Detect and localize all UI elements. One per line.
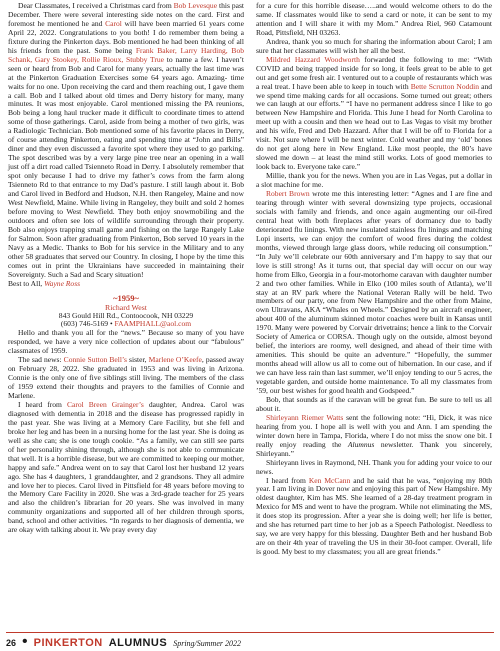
text: forwarded the following to me: “With COVID and being trapped inside for so long, it feels great to be able to get out and get some fresh air. I ventured out to a couple of restaurants which was a real treat. I have been able to keep in touch with xyxy=(256,54,492,91)
name-highlight: Bob Levesque xyxy=(173,1,218,10)
paragraph-cure: for a cure for this horrible disease…..and would welcome others to do the same. If classmates would like to send a card or note, it can be sent to my attention and I will share it with my Mom.” Andrea Riel, 960 Catamount Road, Pittsfield, NH 03263. xyxy=(256,1,492,37)
masthead-alumnus: ALUMNUS xyxy=(108,637,168,649)
signoff-text: Best to All, xyxy=(8,278,43,288)
paragraph-watts xyxy=(256,414,492,459)
paragraph-levesque xyxy=(8,2,244,280)
text: The sad news: xyxy=(18,355,64,365)
name-highlight: Mildred Hazzard Woodworth xyxy=(266,54,360,64)
paragraph-hello: Hello and thank you all for the “news.” Because so many of you have responded, we have a very nice collection of updates about our “fabulous” classmates of 1959. xyxy=(8,328,244,356)
name-highlight: Frank Baker, Larry Harding, Bob Schank, Gary Stookey, Rollie Rioux, Stubby True xyxy=(8,45,244,64)
class-year-heading: ~1959~ xyxy=(113,292,139,303)
text: to name a few. I haven’t seen or heard from Bob and Carol for many years, actually the last time was at the Pinkerton Graduation Exercises some 64 years ago. Amazing- time waits for no one. Upon receiving the card and them reaching out, I gave them a call. Bob and I talked about old times and Derry history for many, many minutes. It was most enjoyable. Carol mentioned missing the PA reunions, Bob being a long haul trucker made it difficult to coordinate times to attend some of those gatherings. Carol, aside from being a mother of two girls, was a Radiologic Technician. Bob mentioned some of his favorite places in Derry, of course attending Pinkerton, eating and spending time at “John and Bills” diner and they even discussed a favorite spot where they used to go parking. The spot described was by a very large pine tree near an opening in a wall just off a dirt road called Tsienneto Road in Derry. I absolutely remember that spot only because I had to drive my father’s cows from the farm along Tsienneto Rd to that entrance to my Dad’s pasture. I still laugh about it. Bob and Carol lived in Bedford and Hudson, N.H. then Rangeley, Maine and now West Newfield, Maine. While living in Rangeley, they built and sold 2 homes before moving to West Newfield. They both enjoy snowmobiling and the outdoors and often see lots of wildlife surrounding through their property. Bob also enjoys trapping small game and fishing on the large Rangely Lake for Salmon. Soon after graduating from Pinkerton, Bob served 10 years in the Navy as a Medic. Thanks to Bob for his service in the Military and to any other 58 graduates that served our Country. In closing, I hope by the time this comes out in print the Ukrainians have succeeded in maintaining their Sovereignty. Such a Sad and Scary situation! xyxy=(8,54,244,279)
right-column xyxy=(256,2,492,557)
left-column xyxy=(8,2,244,535)
name-highlight: Connie Sutton Bell’s xyxy=(63,355,127,365)
separator: • xyxy=(22,633,28,650)
name-highlight: Carol Breen Grainger’s xyxy=(66,399,144,409)
text: sent the following note: “Hi, Dick, it was nice hearing from you. I hope all is well with you and Ann. I am spending the winter down here in Tampa, Florida, where I do not miss the snow one bit. I really enjoy reading the xyxy=(256,412,493,449)
paragraph-caravan: Bob, that sounds as if the caravan will be great fun. Be sure to tell us all about it. xyxy=(256,394,492,413)
signoff xyxy=(8,280,244,289)
signoff-name: Wayne Ross xyxy=(44,278,81,288)
text: sister, xyxy=(126,355,149,365)
newsletter-page xyxy=(8,2,492,630)
text: I heard from xyxy=(266,475,309,485)
paragraph-sad-news xyxy=(8,356,244,401)
text: will have been married 61 years come April 22, 2022. Congratulations to you both! I do remember them being a fixture during the Pinkerton days. Bob mentioned he had been thinking of all his friends from the past. Some being xyxy=(8,18,244,55)
masthead-pinkerton: PINKERTON xyxy=(33,637,103,649)
text: daughter, Andrea. Carol was diagnosed with dementia in 2018 and the disease has progressed rapidly in the past year. She was living at a Memory Care Facility, but she fell and broke her leg and has been in a nursing home for the last year. She is doing as well as she can; she is one tough cookie. “As a family, we can still see parts of her personality shining through, although she is not able to communicate that well. It is a horrible disease, but we are committed to keeping our mother, happy and safe.” Andrea went on to say that Carol lost her husband 12 years ago. She has 4 daughters, 1 granddaughter, and 2 grandsons. They all admire and love her to pieces. Carol lived in Pittsfield for 48 years before moving to the Memory Care Facility in 2020. She was a 3rd-grade teacher for 25 years and also the children’s librarian for 20 years. She was involved in many community organizations and supported all of her children through sports, band, school and other activities. “In regards to her diagnosis of dementia, we are okay with talking about it. We pray every day xyxy=(8,399,245,535)
text: and he said that he was, “enjoying my 80th year. I am living in Dover now and enjoying this part of New Hampshire. My oldest daughter, Kim has MS. She learned of a 28-day treatment program in Mexico for MS and went to have the program. While not eliminating the MS, it does stop its progression. After a year she is doing well; her life is better, and she has returned part time to her job as a Speech Pathologist. Needless to say, we are very happy for this blessing. Daughter Beth and her husband Bob are on their 4th year of traveling the US in their 30-foot camper. Overall, life is good. My best to my classmates; you all are great friends.” xyxy=(256,475,493,557)
name-highlight: Robert Brown xyxy=(266,189,310,199)
paragraph-millie: Millie, thank you for the news. When you are in Las Vegas, put a dollar in a slot machine for me. xyxy=(256,171,492,190)
text: this past December. There were several interesting side notes on the card. First and foremost he mentioned he and xyxy=(8,1,244,28)
phone: (603) 746-5169 • xyxy=(60,319,115,329)
page-footer xyxy=(6,632,494,648)
correspondent-name: Richard West xyxy=(105,302,147,312)
page-number: 26 xyxy=(6,638,17,648)
paragraph-mccann xyxy=(256,477,492,558)
paragraph-andrea-thanks: Andrea, thank you so much for sharing the information about Carol; I am sure that her classmates will wish her all the best. xyxy=(256,36,492,55)
name-highlight: Ken McCann xyxy=(308,475,351,485)
text: wrote me this interesting letter: “Agnes and I are fine and tearing through winter with several downsizing type projects, occasional socials with family and friends, and once again augmenting our oil-fired central heat with both fireplaces after years of dormancy due to badly deteriorated flu linings. With new insulated stainless flu linings and matching Lopi inserts, we can enjoy the comfort of wood fires during the coldest months, viewed through large glass doors, while reducing oil consumption.” “In July we’ll celebrate our 60th anniversary and I’m happy to say that our love is still strong! As it turns out, that special day will occur on our way home from Elko, Georgia in a four-motorhome caravan with daughter number 2 and two other families. While in Elko (100 miles south of Atlanta), we’ll stay at an RV park where the National Veteran Rally will be held. Two members of our party, one from New Hampshire and the other from Maine, own Ultravans, AKA “Whales on Wheels.” Designed by an aircraft engineer, about 400 of the aluminum skinned motor coaches were built in Kansas until 1970. Many were powered by Corvair drivetrains; hence a link to the Corvair Society of America or CORSA. Though ugly on the outside, almost beyond belief, the interiors are roomy, well designed, and ahead of their time with amenities. This should be quite an adventure.” “Hopefully, the summer months ahead will allow us all to come out of hibernation. In our case, and if we can have less rain than last summer, we’ll enjoy tending to our 5 acres, the vegetable garden, and outside home maintenance. To all my classmates from ’59, our best wishes for good health and Godspeed.” xyxy=(256,189,492,395)
text: newsletter. Thank you sincerely, Shirleyann.” xyxy=(256,439,492,458)
issue-label: Spring/Summer 2022 xyxy=(173,639,241,648)
name-highlight: Shirleyann Riemer Watts xyxy=(266,412,344,422)
name-highlight: Carol xyxy=(105,18,122,28)
correspondent-address: 843 Gould Hill Rd., Contoocook, NH 03229 xyxy=(58,310,194,320)
text: , passed away on February 28, 2022. She graduated in 1953 and was living in Arizona. Connie is the only one of five siblings still living. The members of the class of 1959 extend their thoughts and prayers to the families of Connie and Marlene. xyxy=(8,355,244,400)
name-highlight: Bette Scrutton Noddin xyxy=(410,81,480,91)
text: Dear Classmates, I received a Christmas card from xyxy=(18,1,174,10)
text: and we spend time making cards for all occasions. Some turned out great; others we can laugh at our efforts.” “I have no permanent address since I like to go between New Hampshire and Florida. This June I head for North Carolina to meet up with a cousin and then we head out to Las Vegas to visit my brother and his wife, Fred and Deb Hazzard. After that I will be off to Florida for a visit. Not sure where I will be next winter. Cold weather and my ‘old’ bones do not get along here in New England. Like most people, the 80’s have slowed me down – at least the mind still works. Lots of good memories to look back to. Everyone take care.” xyxy=(256,81,492,172)
text: I heard from xyxy=(18,399,67,409)
paragraph-woodworth xyxy=(256,56,492,172)
publication-title: Alumnus xyxy=(347,439,375,449)
paragraph-brown xyxy=(256,190,492,396)
email-link[interactable]: FAAMPHALL@aol.com xyxy=(114,319,192,329)
paragraph-shirleyann: Shirleyann lives in Raymond, NH. Thank you for adding your voice to our news. xyxy=(256,457,492,476)
name-highlight: Marlene O’Keefe xyxy=(148,355,202,365)
paragraph-grainger xyxy=(8,401,244,535)
